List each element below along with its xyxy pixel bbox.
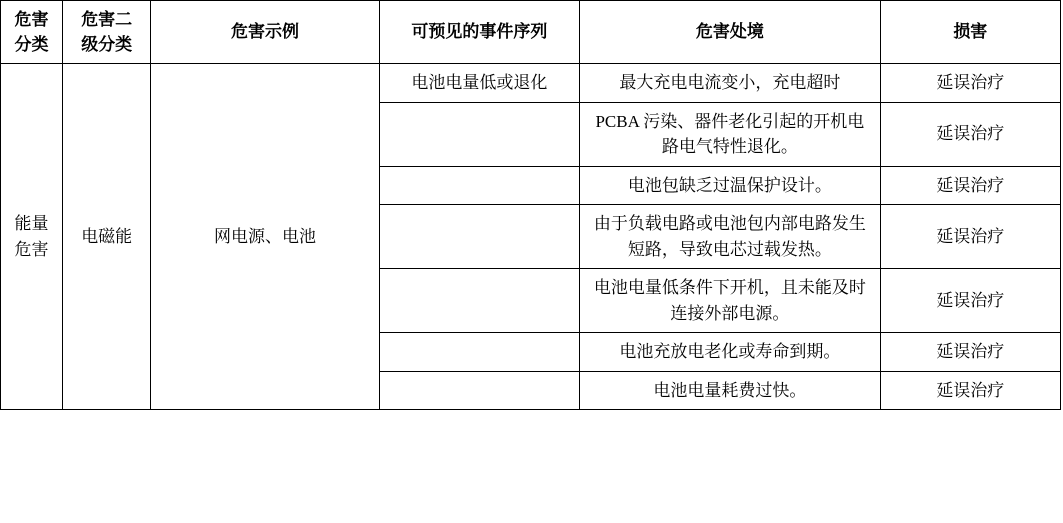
column-header-category-line1: 危害 <box>14 9 49 29</box>
cell-situation: 电池包缺乏过温保护设计。 <box>580 166 881 205</box>
cell-harm: 延误治疗 <box>880 64 1060 103</box>
cell-situation: 电池电量低条件下开机，且未能及时连接外部电源。 <box>580 269 881 333</box>
header-row <box>1 1 1061 64</box>
cell-situation: 电池充放电老化或寿命到期。 <box>580 333 881 372</box>
column-header-subcategory <box>63 1 151 64</box>
cell-sequence <box>379 102 579 166</box>
cell-harm: 延误治疗 <box>880 102 1060 166</box>
table-header <box>1 1 1061 64</box>
column-header-sequence: 可预见的事件序列 <box>379 1 579 64</box>
cell-situation: PCBA 污染、器件老化引起的开机电路电气特性退化。 <box>580 102 881 166</box>
cell-harm: 延误治疗 <box>880 269 1060 333</box>
column-header-subcategory-line2: 级分类 <box>81 35 133 54</box>
column-header-category <box>1 1 63 64</box>
cell-category-line2: 危害 <box>14 239 49 259</box>
cell-harm: 延误治疗 <box>880 371 1060 410</box>
cell-category-line1: 能量 <box>14 214 49 233</box>
cell-situation: 由于负载电路或电池包内部电路发生短路，导致电芯过载发热。 <box>580 205 881 269</box>
cell-sequence <box>379 205 579 269</box>
column-header-subcategory-line1: 危害二 <box>81 9 133 29</box>
cell-harm: 延误治疗 <box>880 166 1060 205</box>
table-row <box>1 64 1061 103</box>
cell-category <box>1 64 63 410</box>
cell-harm: 延误治疗 <box>880 333 1060 372</box>
column-header-situation: 危害处境 <box>580 1 881 64</box>
cell-sequence <box>379 371 579 410</box>
cell-sequence <box>379 333 579 372</box>
cell-sequence: 电池电量低或退化 <box>379 64 579 103</box>
cell-sequence <box>379 166 579 205</box>
table-body <box>1 64 1061 410</box>
cell-example: 网电源、电池 <box>151 64 379 410</box>
cell-subcategory: 电磁能 <box>63 64 151 410</box>
cell-situation: 最大充电电流变小，充电超时 <box>580 64 881 103</box>
column-header-category-line2: 分类 <box>14 35 49 54</box>
cell-sequence <box>379 269 579 333</box>
cell-harm: 延误治疗 <box>880 205 1060 269</box>
column-header-harm: 损害 <box>880 1 1060 64</box>
column-header-example: 危害示例 <box>151 1 379 64</box>
cell-situation: 电池电量耗费过快。 <box>580 371 881 410</box>
